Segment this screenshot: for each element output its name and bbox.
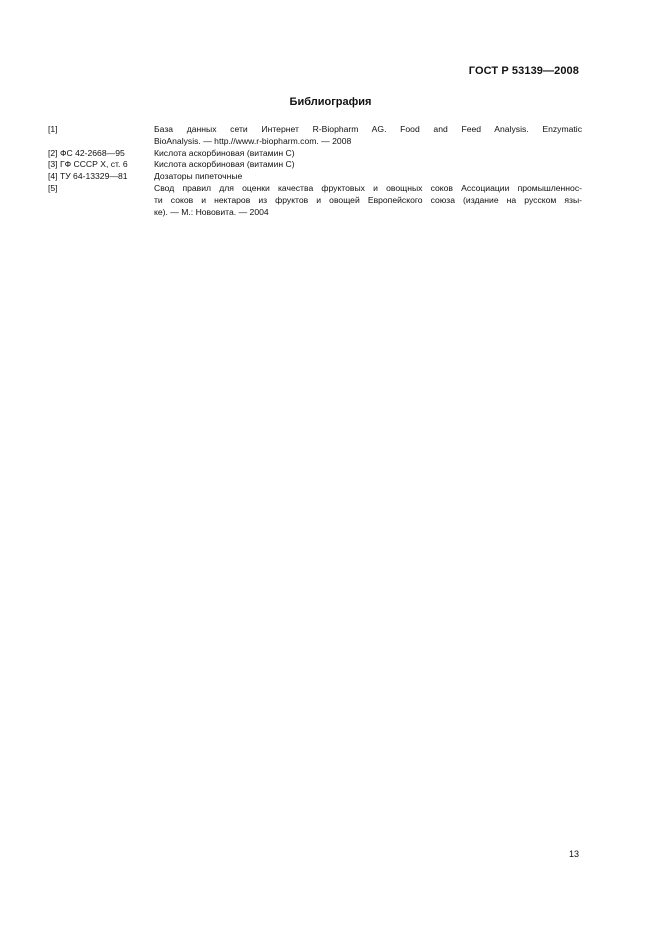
bibliography-ref: [3] ГФ СССР X, ст. 6 — [48, 159, 128, 170]
bibliography-line: База данных сети Интернет R-Biopharm AG. Food and Feed Analysis. Enzymatic — [154, 124, 582, 134]
page-number: 13 — [568, 849, 579, 859]
bibliography-line: Кислота аскорбиновая (витамин С) — [154, 159, 295, 170]
bibliography-text — [154, 171, 582, 183]
document-code: ГОСТ Р 53139—2008 — [468, 65, 579, 77]
bibliography-line: BioAnalysis. — http.//www.r-biopharm.com. — 2008 — [154, 135, 352, 146]
bibliography-ref: [2] ФС 42-2668—95 — [48, 147, 125, 158]
bibliography-ref: [5] — [48, 182, 58, 193]
section-title: Библиография — [289, 96, 372, 108]
bibliography-entry-5 — [48, 183, 582, 218]
bibliography-list — [48, 124, 582, 218]
bibliography-ref: [4] ТУ 64-13329—81 — [48, 171, 128, 182]
bibliography-ref: [1] — [48, 124, 58, 134]
bibliography-line: ти соков и нектаров из фруктов и овощей Европейского союза (издание на русском язы- — [154, 194, 582, 205]
bibliography-line: Свод правил для оценки качества фруктовых и овощных соков Ассоциации промышленнос- — [154, 182, 582, 193]
bibliography-line: Кислота аскорбиновая (витамин С) — [154, 147, 295, 158]
bibliography-entry-1 — [48, 124, 582, 148]
bibliography-text — [154, 148, 582, 160]
bibliography-entry-3 — [48, 159, 582, 171]
bibliography-text — [154, 159, 582, 171]
bibliography-line: ке). — М.: Нововита. — 2004 — [154, 206, 269, 217]
bibliography-text — [154, 124, 582, 148]
bibliography-text — [154, 183, 582, 218]
bibliography-entry-2 — [48, 148, 582, 160]
bibliography-entry-4 — [48, 171, 582, 183]
bibliography-line: Дозаторы пипеточные — [154, 171, 243, 182]
